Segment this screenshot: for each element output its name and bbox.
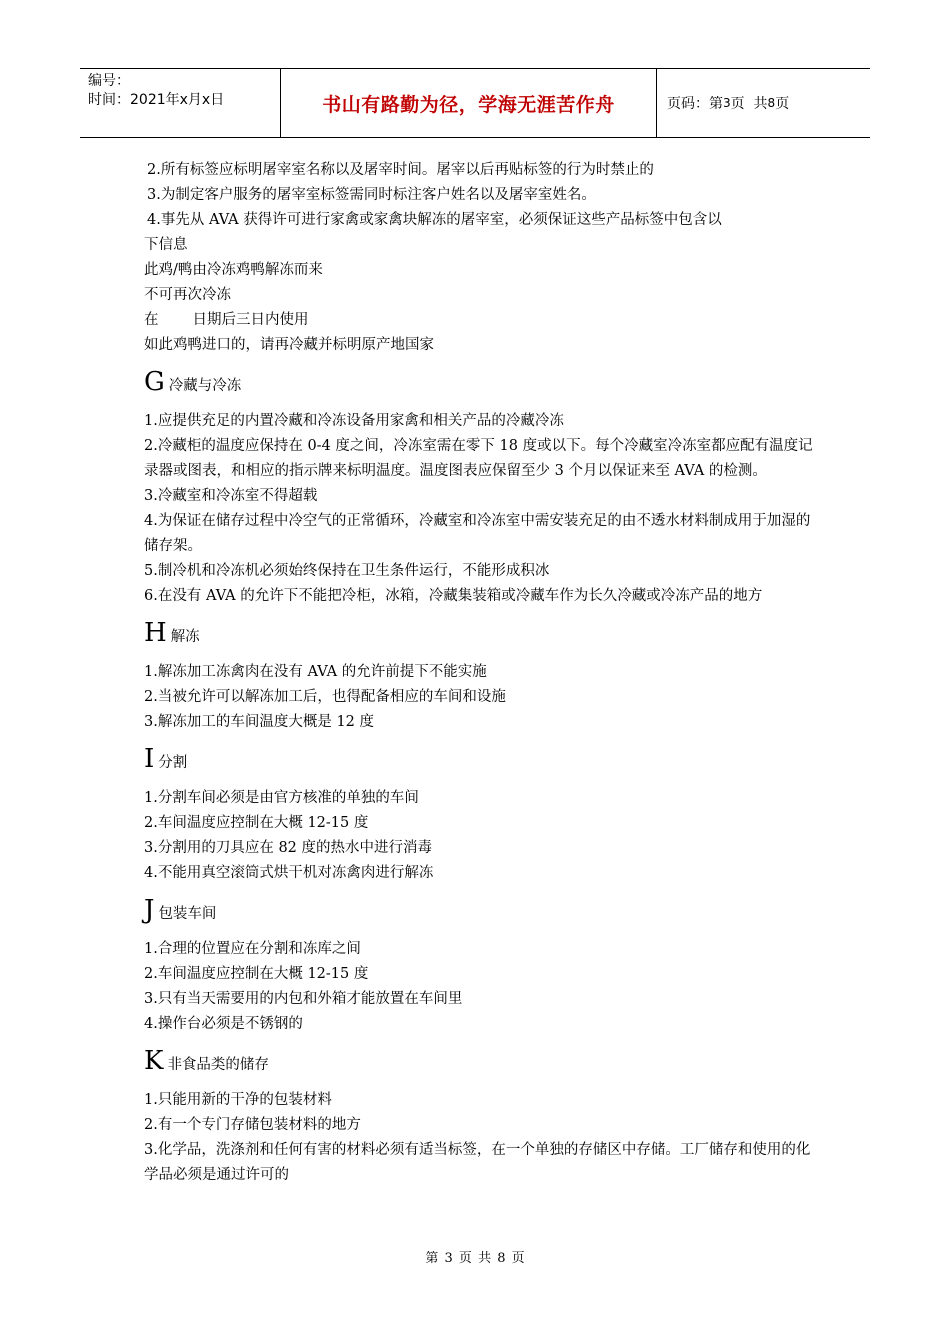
list-item: 1.只能用新的干净的包装材料 <box>144 1092 332 1108</box>
section-title: 非食品类的储存 <box>167 1057 269 1073</box>
document-number-label: 编号： <box>88 73 130 89</box>
list-item: 2.有一个专门存储包装材料的地方 <box>144 1117 361 1133</box>
section-heading-i <box>144 743 814 779</box>
label-info-4: 如此鸡鸭进口的，请再冷藏并标明原产地国家 <box>144 337 434 353</box>
footer-total-pages: 8 <box>497 1251 506 1266</box>
section-heading-h <box>144 617 814 653</box>
list-item: 3.分割用的刀具应在 82 度的热水中进行消毒 <box>144 840 433 856</box>
label-info-1: 此鸡/鸭由冷冻鸡鸭解冻而来 <box>144 262 323 278</box>
intro-item-2: 2.所有标签应标明屠宰室名称以及屠宰时间。屠宰以后再贴标签的行为时禁止的 <box>147 162 654 178</box>
header-motto: 书山有路勤为径，学海无涯苦作舟 <box>281 69 657 137</box>
page-mid: 页 共 <box>730 96 768 112</box>
list-item: 3.解冻加工的车间温度大概是 12 度 <box>144 714 375 730</box>
footer-word: 共 <box>478 1251 492 1266</box>
intro-item-4-line2: 下信息 <box>144 237 188 253</box>
document-time: 时间：2021年x月x日 <box>88 92 225 108</box>
document-body <box>144 158 814 1188</box>
section-letter: J <box>144 895 155 925</box>
header-meta <box>80 69 281 137</box>
intro-item-4-line1: 4.事先从 AVA 获得许可进行家禽或家禽块解冻的屠宰室，必须保证这些产品标签中包含以 <box>147 212 722 228</box>
list-item: 2.冷藏柜的温度应保持在 0-4 度之间，冷冻室需在零下 18 度或以下。每个冷藏室冷冻室都应配有温度记录器或图表，和相应的指示牌来标明温度。温度图表应保留至少 3 个月以保证来至 AVA 的检测。 <box>144 438 813 479</box>
section-title: 解冻 <box>170 629 200 645</box>
list-item: 3.化学品，洗涤剂和任何有害的材料必须有适当标签，在一个单独的存储区中存储。工厂储存和使用的化学品必须是通过许可的 <box>144 1142 811 1183</box>
list-item: 6.在没有 AVA 的允许下不能把冷柜，冰箱，冷藏集装箱或冷藏车作为长久冷藏或冷冻产品的地方 <box>144 588 763 604</box>
list-item: 2.当被允许可以解冻加工后，也得配备相应的车间和设施 <box>144 689 506 705</box>
footer-word: 页 <box>458 1251 472 1266</box>
label-info-2: 不可再次冷冻 <box>144 287 231 303</box>
page-header <box>80 68 870 138</box>
list-item: 1.应提供充足的内置冷藏和冷冻设备用家禽和相关产品的冷藏冷冻 <box>144 413 564 429</box>
footer-current-page: 3 <box>444 1251 453 1266</box>
list-item: 3.冷藏室和冷冻室不得超载 <box>144 488 318 504</box>
section-letter: H <box>144 618 167 648</box>
list-item: 4.操作台必须是不锈钢的 <box>144 1016 303 1032</box>
label-info-3-prefix: 在 <box>144 312 159 328</box>
section-letter: G <box>144 367 165 397</box>
list-item: 4.为保证在储存过程中冷空气的正常循环，冷藏室和冷冻室中需安装充足的由不透水材料制成用于加湿的储存架。 <box>144 513 811 554</box>
page-total: 8 <box>767 96 776 110</box>
section-heading-j <box>144 894 814 930</box>
section-letter: K <box>144 1046 164 1076</box>
header-page-info <box>657 69 870 137</box>
section-title: 冷藏与冷冻 <box>168 378 242 394</box>
list-item: 2.车间温度应控制在大概 12-15 度 <box>144 966 369 982</box>
section-heading-k <box>144 1045 814 1081</box>
list-item: 2.车间温度应控制在大概 12-15 度 <box>144 815 369 831</box>
section-title: 分割 <box>158 755 188 771</box>
list-item: 5.制冷机和冷冻机必须始终保持在卫生条件运行，不能形成积冰 <box>144 563 550 579</box>
list-item: 1.解冻加工冻禽肉在没有 AVA 的允许前提下不能实施 <box>144 664 487 680</box>
intro-item-3: 3.为制定客户服务的屠宰室标签需同时标注客户姓名以及屠宰室姓名。 <box>147 187 596 203</box>
page-prefix: 页码：第 <box>667 96 723 112</box>
footer-word: 页 <box>511 1251 525 1266</box>
list-item: 1.分割车间必须是由官方核准的单独的车间 <box>144 790 419 806</box>
footer-word: 第 <box>425 1251 439 1266</box>
label-info-3-suffix: 日期后三日内使用 <box>192 312 309 328</box>
page-suffix: 页 <box>775 96 790 112</box>
list-item: 4.不能用真空滚筒式烘干机对冻禽肉进行解冻 <box>144 865 434 881</box>
section-title: 包装车间 <box>158 906 217 922</box>
page-current: 3 <box>723 96 731 110</box>
label-info-3 <box>144 308 814 333</box>
section-letter: I <box>144 744 155 774</box>
section-heading-g <box>144 366 814 402</box>
list-item: 3.只有当天需要用的内包和外箱才能放置在车间里 <box>144 991 463 1007</box>
page-footer <box>0 1247 950 1266</box>
list-item: 1.合理的位置应在分割和冻库之间 <box>144 941 361 957</box>
